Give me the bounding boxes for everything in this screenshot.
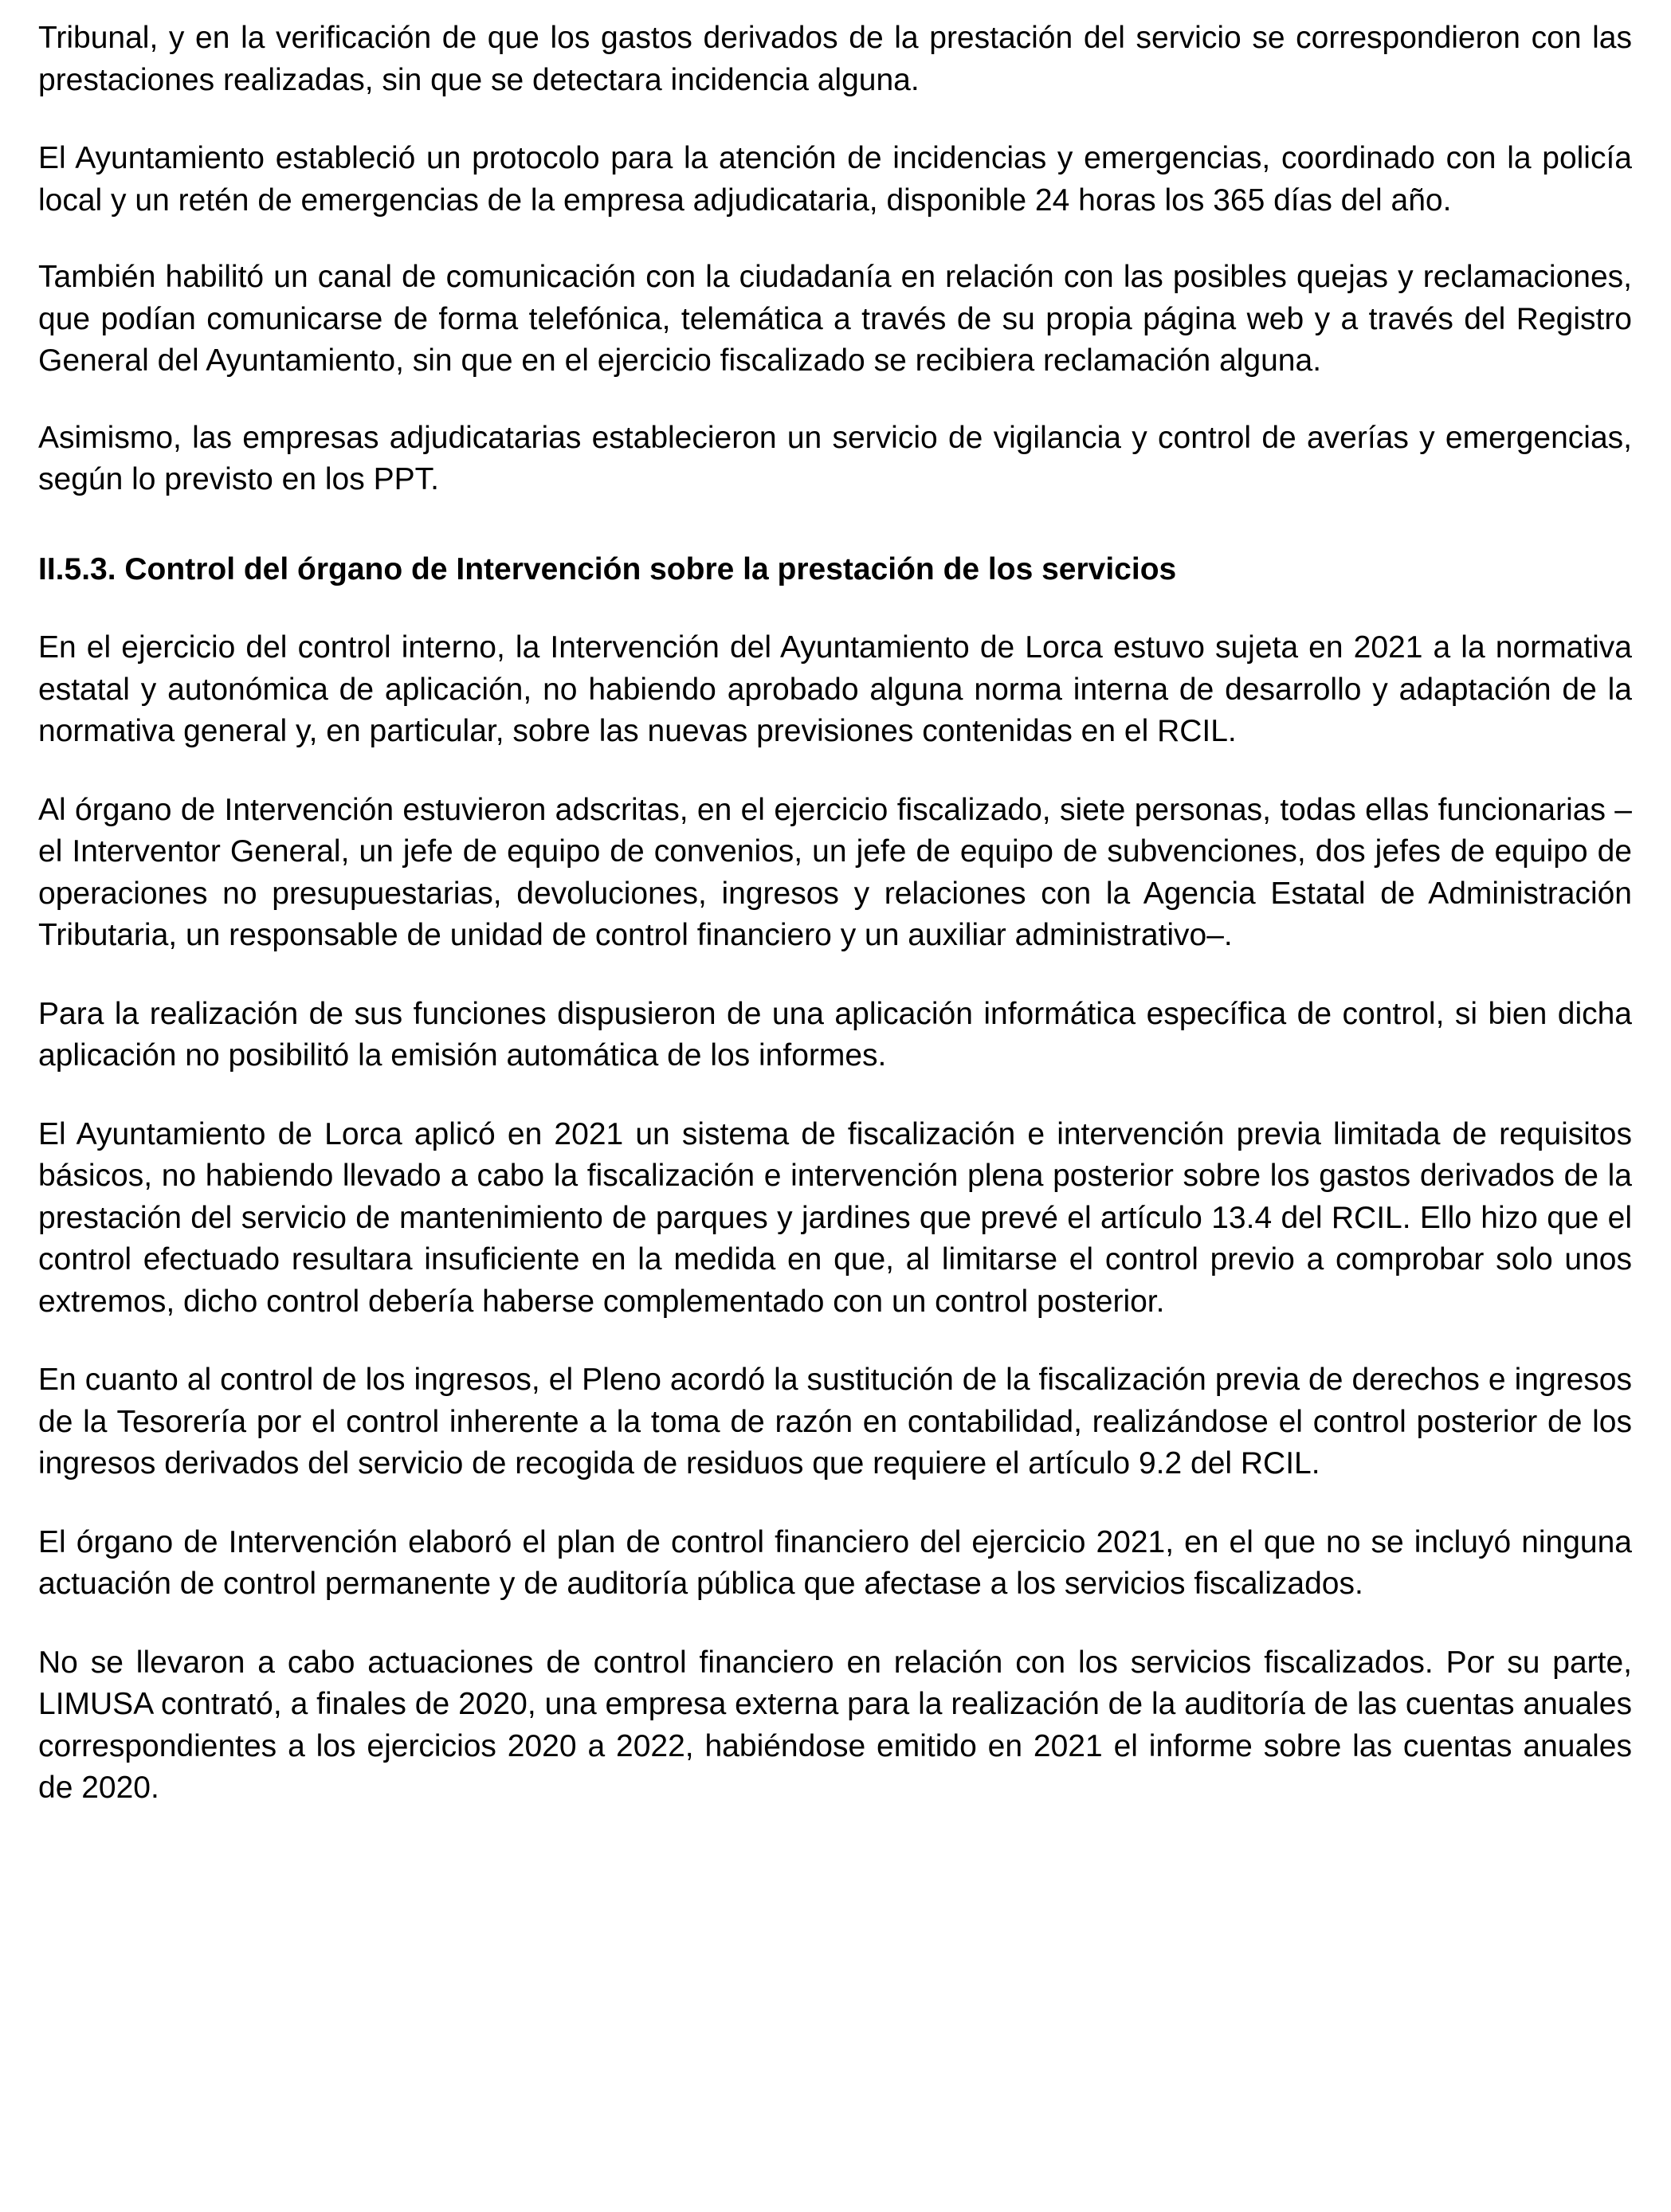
paragraph-surveillance-service: Asimismo, las empresas adjudicatarias establecieron un servicio de vigilancia y control de averías y emergencias, según lo previsto en los PPT. (38, 420, 1632, 496)
paragraph-fiscalization-system: El Ayuntamiento de Lorca aplicó en 2021 un sistema de fiscalización e intervención previa limitada de requisitos básicos, no habiendo llevado a cabo la fiscalización e intervención plena posterior sobre los gastos derivados de la prestación del servicio de mantenimiento de parques y jardines que prevé el artículo 13.4 del RCIL. Ello hizo que el control efectuado resultara insuficiente en la medida en que, al limitarse el control previo a comprobar solo unos extremos, dicho control debería haberse complementado con un control posterior. (38, 1116, 1632, 1319)
paragraph-verification: Tribunal, y en la verificación de que los gastos derivados de la prestación del servicio se correspondieron con las prestaciones realizadas, sin que se detectara incidencia alguna. (38, 21, 1632, 97)
paragraph-revenue-control: En cuanto al control de los ingresos, el Pleno acordó la sustitución de la fiscalización previa de derechos e ingresos de la Tesorería por el control inherente a la toma de razón en contabilidad, realizándose el control posterior de los ingresos derivados del servicio de recogida de residuos que requiere el artículo 9.2 del RCIL. (38, 1363, 1632, 1481)
paragraph-internal-control: En el ejercicio del control interno, la Intervención del Ayuntamiento de Lorca estuvo sujeta en 2021 a la normativa estatal y autonómica de aplicación, no habiendo aprobado alguna norma interna de desarrollo y adaptación de la normativa general y, en particular, sobre las nuevas previsiones contenidas en el RCIL. (38, 630, 1632, 748)
document-page (38, 18, 1632, 1810)
paragraph-citizen-channel: También habilitó un canal de comunicación con la ciudadanía en relación con las posibles quejas y reclamaciones, que podían comunicarse de forma telefónica, telemática a través de su propia página web y a través del Registro General del Ayuntamiento, sin que en el ejercicio fiscalizado se recibiera reclamación alguna. (38, 260, 1632, 378)
paragraph-software: Para la realización de sus funciones dispusieron de una aplicación informática específica de control, si bien dicha aplicación no posibilitó la emisión automática de los informes. (38, 996, 1632, 1073)
section-heading: II.5.3. Control del órgano de Intervención sobre la prestación de los servicios (38, 551, 1177, 586)
paragraph-incident-protocol: El Ayuntamiento estableció un protocolo para la atención de incidencias y emergencias, coordinado con la policía local y un retén de emergencias de la empresa adjudicataria, disponible 24 horas los 365 días del año. (38, 141, 1632, 218)
paragraph-financial-control: No se llevaron a cabo actuaciones de control financiero en relación con los servicios fiscalizados. Por su parte, LIMUSA contrató, a finales de 2020, una empresa externa para la realización de la auditoría de las cuentas anuales correspondientes a los ejercicios 2020 a 2022, habiéndose emitido en 2021 el informe sobre las cuentas anuales de 2020. (38, 1645, 1632, 1805)
paragraph-control-plan: El órgano de Intervención elaboró el plan de control financiero del ejercicio 2021, en el que no se incluyó ninguna actuación de control permanente y de auditoría pública que afectase a los servicios fiscalizados. (38, 1524, 1632, 1601)
paragraph-staff: Al órgano de Intervención estuvieron adscritas, en el ejercicio fiscalizado, siete personas, todas ellas funcionarias –el Interventor General, un jefe de equipo de convenios, un jefe de equipo de subvenciones, dos jefes de equipo de operaciones no presupuestarias, devoluciones, ingresos y relaciones con la Agencia Estatal de Administración Tributaria, un responsable de unidad de control financiero y un auxiliar administrativo–. (38, 792, 1632, 952)
